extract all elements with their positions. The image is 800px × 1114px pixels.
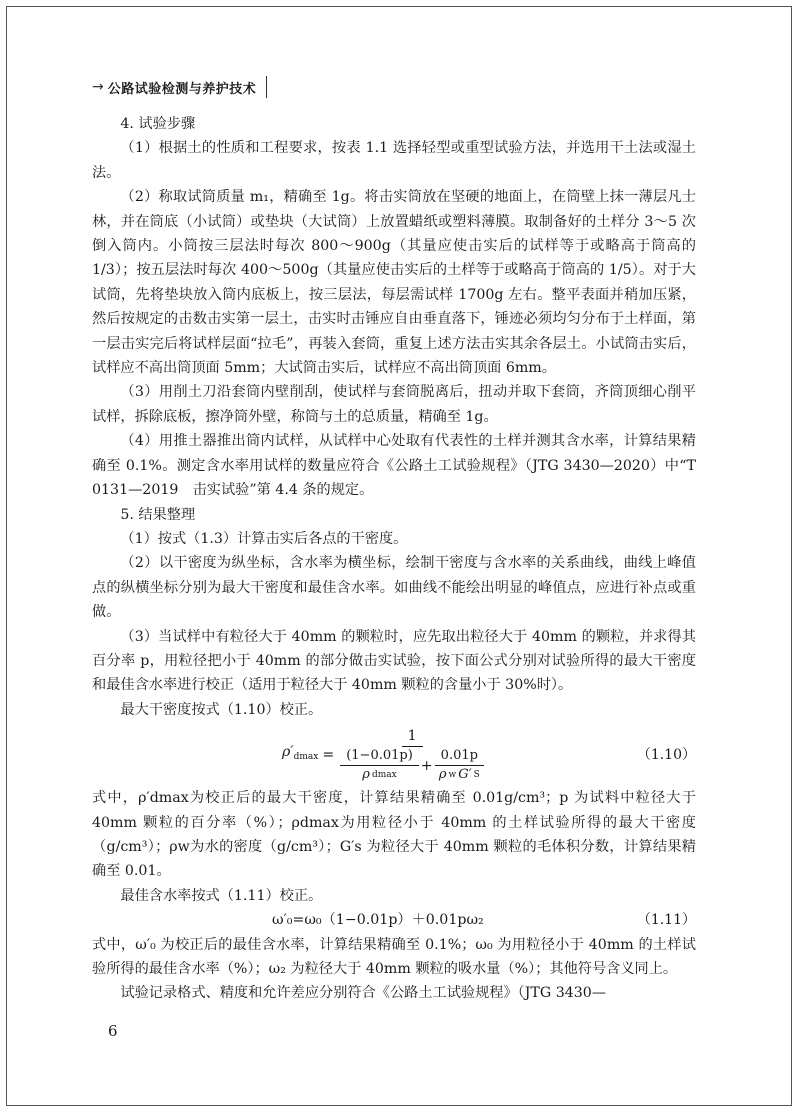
equation-number-1-10: （1.10） — [636, 746, 696, 763]
section-heading-steps: 4. 试验步骤 — [120, 116, 196, 132]
paragraph: 最大干密度按式（1.10）校正。 — [120, 701, 323, 718]
paragraph: （4）用推土器推出筒内试样，从试样中心处取有代表性的土样并测其含水率，计算结果精确至 0.1%。测定含水率用试样的数量应符合《公路土工试验规程》（JTG 3430—2020）中“T 0131—2019 击实试验”第 4.4 条的规定。 — [92, 433, 696, 499]
paragraph: （2）称取试筒质量 m₁，精确至 1g。将击实筒放在坚硬的地面上，在筒壁上抹一薄层凡士林，并在筒底（小试筒）或垫块（大试筒）上放置蜡纸或塑料薄膜。取制备好的土样分 3～5 次倒入筒内。小筒按三层法时每次 800～900g（其量应使击实后的试样等于或略高于筒高的 1/3）；按五层法时每次 400～500g（其量应使击实后的土样等于或略高于筒高的 1/5）。对于大试筒，先将垫块放入筒内底板上，按三层法，每层需试样 1700g 左右。整平表面并稍加压紧，然后按规定的击数击实第一层土，击实时击锤应自由垂直落下，锤迹必须均匀分布于土样面，第一层击实完后将试样层面“拉毛”，再装入套筒，重复上述方法击实其余各层土。小试筒击实后，试样应不高出筒顶面 5mm；大试筒击实后，试样应不高出筒顶面 6mm。 — [92, 189, 696, 377]
formula-lhs: ρ′ — [282, 744, 294, 761]
paragraph: （3）用削土刀沿套筒内壁削刮，使试样与套筒脱离后，扭动并取下套筒，齐筒顶细心削平试样，拆除底板，擦净筒外壁，称筒与土的总质量，精确至 1g。 — [92, 384, 696, 425]
paragraph: （1）根据土的性质和工程要求，按表 1.1 选择轻型或重型试验方法，并选用干土法或湿土法。 — [92, 140, 696, 181]
paragraph: 式中，ω′₀ 为校正后的最佳含水率，计算结果精确至 0.1%；ω₀ 为用粒径小于 40mm 的土样试验所得的最佳含水率（%）；ω₂ 为粒径大于 40mm 颗粒的吸水量（%）；其他符号含义同上。 — [92, 936, 696, 977]
paragraph: 式中，ρ′dmax为校正后的最大干密度，计算结果精确至 0.01g/cm³；p 为试料中粒径大于 40mm 颗粒的百分率（%）；ρdmax为用粒径小于 40mm 的土样试验所得的最大干密度（g/cm³）；ρw为水的密度（g/cm³）；G′s 为粒径大于 40mm 颗粒的毛体积分数，计算结果精确至 0.01。 — [92, 790, 696, 880]
formula-1-10 — [92, 726, 696, 784]
header-divider — [266, 76, 267, 98]
paragraph: （3）当试样中有粒径大于 40mm 的颗粒时，应先取出粒径大于 40mm 的颗粒，并求得其百分率 p，用粒径把小于 40mm 的部分做击实试验，按下面公式分别对试验所得的最大干密度和最佳含水率进行校正（适用于粒径大于 40mm 颗粒的含量小于 30%时）。 — [92, 628, 696, 694]
inner2-numerator: 0.01p — [435, 747, 484, 766]
formula-inner-fraction-2 — [435, 747, 484, 784]
formula-equals: = — [322, 746, 335, 763]
inner2-denominator-tail: G′ — [458, 767, 472, 783]
formula-numerator: 1 — [402, 726, 423, 747]
paragraph: （1）按式（1.3）计算击实后各点的干密度。 — [120, 530, 408, 547]
arrow-right-icon: → — [92, 79, 104, 95]
paragraph: 最佳含水率按式（1.11）校正。 — [120, 887, 323, 904]
inner1-denominator: ρ — [362, 767, 370, 783]
formula-inner-fraction-1 — [340, 747, 419, 784]
equation-number-1-11: （1.11） — [636, 912, 696, 929]
book-title: 公路试验检测与养护技术 — [107, 81, 257, 97]
section-heading-results: 5. 结果整理 — [120, 506, 196, 523]
formula-main-fraction — [338, 726, 486, 784]
formula-lhs-sub: dmax — [293, 752, 319, 763]
paragraph: 试验记录格式、精度和允许差应分别符合《公路土工试验规程》（JTG 3430— — [120, 985, 607, 1002]
inner2-denominator: ρ — [438, 767, 447, 783]
running-header — [92, 76, 282, 98]
formula-plus: + — [420, 757, 433, 774]
page-number: 6 — [108, 1022, 118, 1040]
page-content — [92, 112, 696, 1006]
inner1-denominator-sub: dmax — [371, 770, 397, 781]
inner2-denominator-sub: w — [448, 770, 457, 781]
inner2-denominator-tail-sub: S — [473, 770, 480, 781]
paragraph: （2）以干密度为纵坐标，含水率为横坐标，绘制干密度与含水率的关系曲线，曲线上峰值点的纵横坐标分别为最大干密度和最佳含水率。如曲线不能绘出明显的峰值点，应进行补点或重做。 — [92, 555, 696, 621]
inner1-numerator: (1−0.01p) — [340, 747, 419, 766]
formula-1-11 — [92, 908, 696, 932]
formula-1-11-expression: ω′₀=ω₀（1−0.01p）＋0.01pω₂ — [272, 912, 484, 929]
